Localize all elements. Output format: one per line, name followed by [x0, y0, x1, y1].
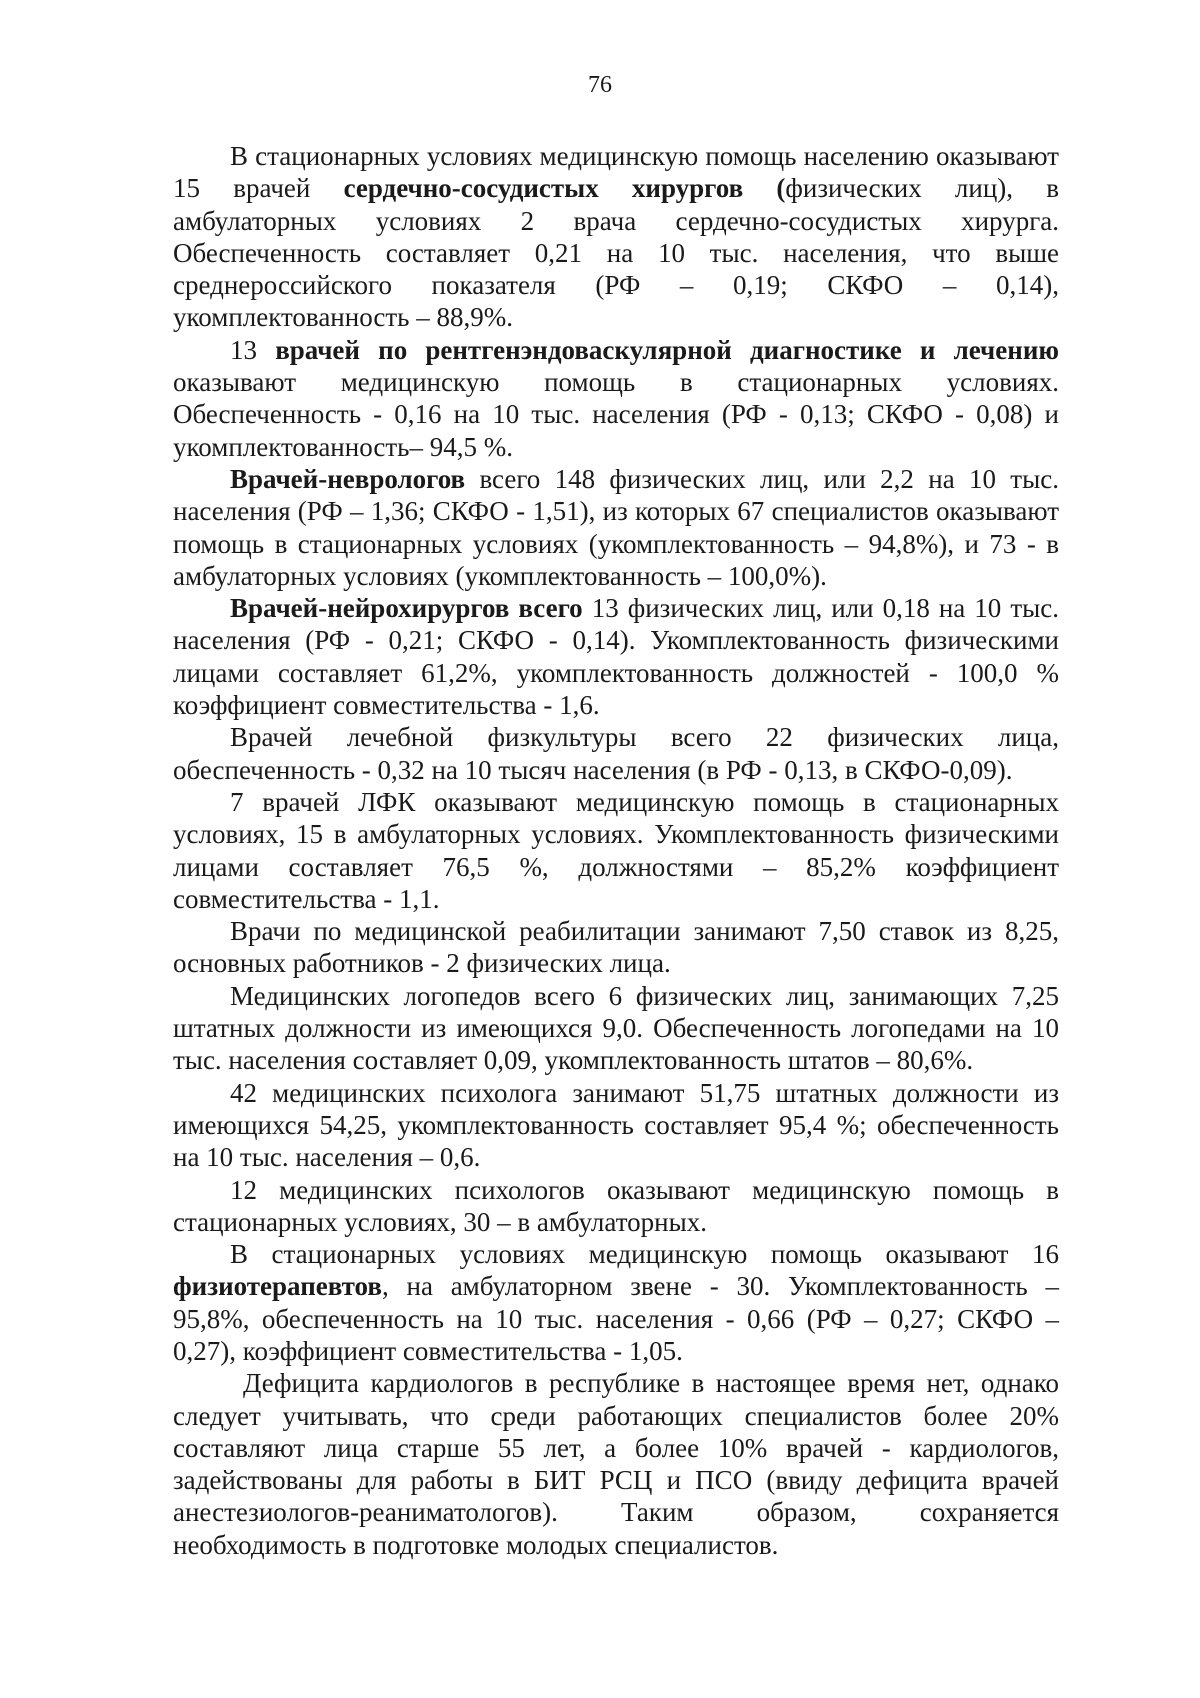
- text-run: , на амбулаторном звене - 30. Укомплектованность – 95,8%, обеспеченность на 10 тыс. населения - 0,66 (РФ – 0,27; СКФО – 0,27), коэффициент совместительства - 1,05.: [173, 1271, 1059, 1366]
- text-run: всего 148 физических лиц, или 2,2 на 10 тыс. населения (РФ – 1,36; СКФО - 1,51), из которых 67 специалистов оказывают помощь в стационарных условиях (укомплектованность – 94,8%), и 73 - в амбулаторных условиях (укомплектованность – 100,0%).: [173, 463, 1059, 591]
- paragraph-endovascular-doctors: [173, 334, 1059, 463]
- paragraph-neurosurgeons: [173, 592, 1059, 721]
- bold-term: Врачей-нейрохирургов всего: [230, 593, 583, 624]
- text-run: 12 медицинских психологов оказывают медицинскую помощь в стационарных условиях, 30 – в амбулаторных.: [173, 1174, 1059, 1237]
- bold-term: врачей по рентгенэндоваскулярной диагностике и лечению: [275, 334, 1060, 365]
- bold-term: Врачей-неврологов: [230, 463, 466, 494]
- paragraph-cardiovascular-surgeons: [173, 140, 1059, 334]
- paragraph-physiotherapists: [173, 1238, 1059, 1367]
- text-run: Врачи по медицинской реабилитации занимают 7,50 ставок из 8,25, основных работников - 2 физических лица.: [173, 916, 1059, 979]
- text-run: В стационарных условиях медицинскую помощь оказывают 16: [230, 1239, 1059, 1270]
- bold-term: сердечно-сосудистых хирургов (: [343, 173, 786, 204]
- paragraph-lfk-doctors: [173, 786, 1059, 915]
- text-run: 13: [230, 334, 276, 365]
- paragraph-rehabilitation-doctors: [173, 915, 1059, 980]
- text-run: 13 физических лиц, или 0,18 на 10 тыс. населения (РФ - 0,21; СКФО - 0,14). Укомплектованность физическими лицами составляет 61,2%, укомплектованность должностей - 100,0 % коэффициент совместительства - 1,6.: [173, 593, 1059, 721]
- document-body: [173, 140, 1059, 1561]
- paragraph-psychologists-care: [173, 1174, 1059, 1239]
- page-number: 76: [588, 72, 612, 98]
- text-run: Дефицита кардиологов в республике в настоящее время нет, однако следует учитывать, что среди работающих специалистов более 20% составляют лица старше 55 лет, а более 10% врачей - кардиологов, задействованы для работы в БИТ РСЦ и ПСО (ввиду дефицита врачей анестезиологов-реаниматологов). Таким образом, сохраняется необходимость в подготовке молодых специалистов.: [173, 1368, 1059, 1560]
- text-run: 42 медицинских психолога занимают 51,75 штатных должности из имеющихся 54,25, укомплектованность составляет 95,4 %; обеспеченность на 10 тыс. населения – 0,6.: [173, 1077, 1059, 1173]
- text-run: В стационарных условиях медицинскую помощь населению оказывают 15 врачей: [173, 141, 1059, 204]
- paragraph-neurologists: [173, 463, 1059, 592]
- paragraph-physical-therapy-doctors: [173, 721, 1059, 786]
- paragraph-cardiologists: [173, 1367, 1059, 1561]
- text-run: оказывают медицинскую помощь в стационарных условиях. Обеспеченность - 0,16 на 10 тыс. населения (РФ - 0,13; СКФО - 0,08) и укомплектованность– 94,5 %.: [173, 367, 1059, 462]
- text-run: физических лиц), в амбулаторных условиях 2 врача сердечно-сосудистых хирурга. Обеспеченность составляет 0,21 на 10 тыс. населения, что выше среднероссийского показателя (РФ – 0,19; СКФО – 0,14), укомплектованность – 88,9%.: [173, 173, 1059, 333]
- text-run: Медицинских логопедов всего 6 физических лиц, занимающих 7,25 штатных должности из имеющихся 9,0. Обеспеченность логопедами на 10 тыс. населения составляет 0,09, укомплектованность штатов – 80,6%.: [173, 980, 1059, 1076]
- bold-term: физиотерапевтов: [173, 1271, 382, 1302]
- text-run: 7 врачей ЛФК оказывают медицинскую помощь в стационарных условиях, 15 в амбулаторных условиях. Укомплектованность физическими лицами составляет 76,5 %, должностями – 85,2% коэффициент совместительства - 1,1.: [173, 786, 1059, 914]
- paragraph-speech-therapists: [173, 980, 1059, 1077]
- text-run: Врачей лечебной физкультуры всего 22 физических лица, обеспеченность - 0,32 на 10 тысяч населения (в РФ - 0,13, в СКФО-0,09).: [173, 722, 1059, 785]
- paragraph-psychologists-staffing: [173, 1077, 1059, 1174]
